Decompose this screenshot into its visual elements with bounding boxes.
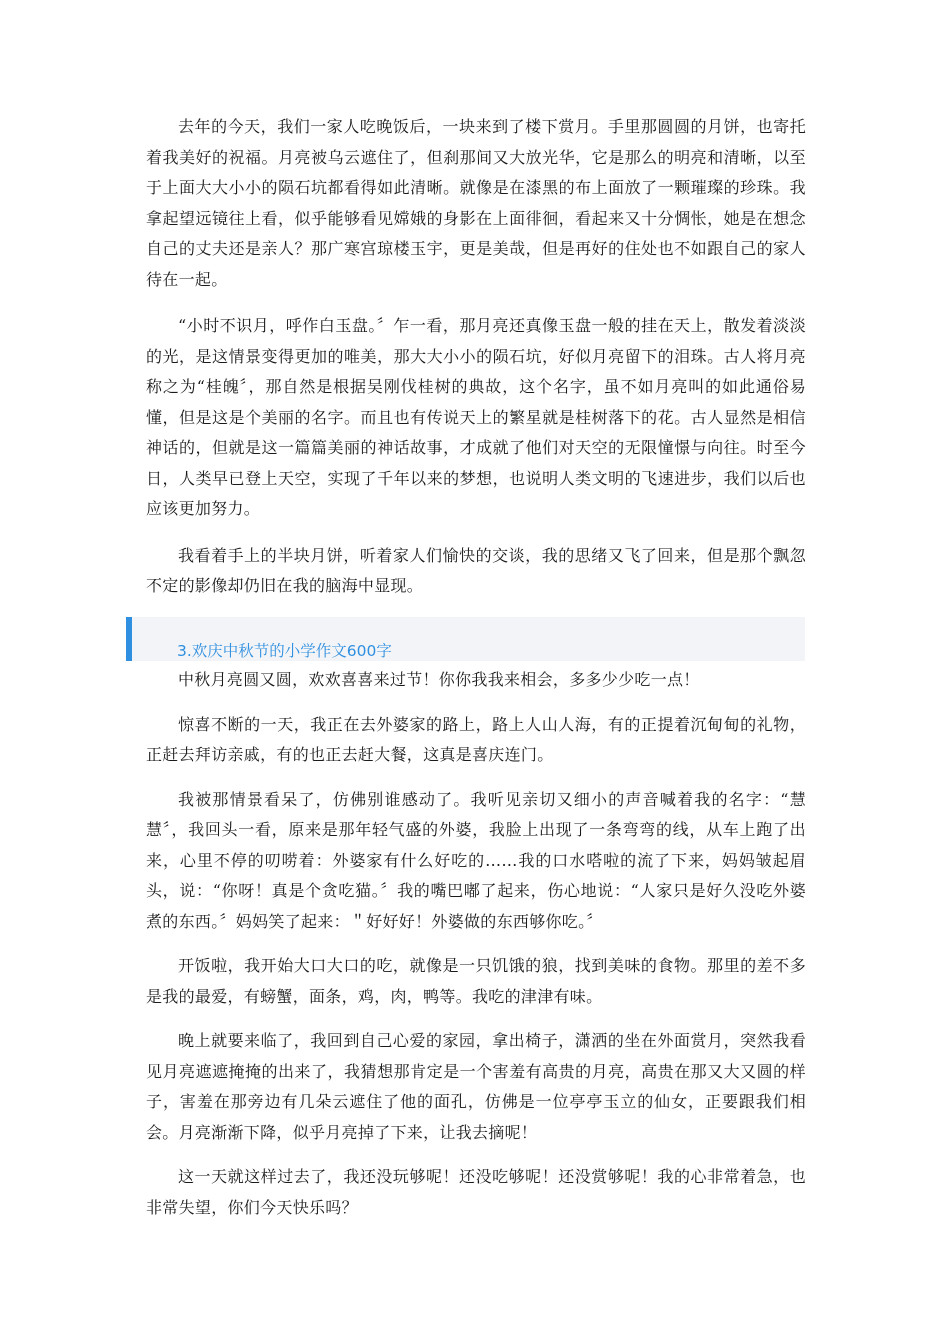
- paragraph: 惊喜不断的一天，我正在去外婆家的路上，路上人山人海，有的正提着沉甸甸的礼物，正赶去拜访亲戚，有的也正去赶大餐，这真是喜庆连门。: [146, 714, 806, 764]
- section1-body: [146, 112, 806, 602]
- paragraph: 我被那情景看呆了，仿佛别谁感动了。我听见亲切又细小的声音喊着我的名字：“慧慧〞，我回头一看，原来是那年轻气盛的外婆，我脸上出现了一条弯弯的线，从车上跑了出来，心里不停的叨唠着：外婆家有什么好吃的……我的口水嗒啦的流了下来，妈妈皱起眉头，说：“你呀！真是个贪吃猫。〞我的嘴巴嘟了起来，伤心地说：“人家只是好久没吃外婆煮的东西。〞妈妈笑了起来：＂好好好！外婆做的东西够你吃。〞: [146, 789, 806, 931]
- paragraph: 晚上就要来临了，我回到自己心爱的家园，拿出椅子，潇洒的坐在外面赏月，突然我看见月亮遮遮掩掩的出来了，我猜想那肯定是一个害羞有高贵的月亮，高贵在那又大又圆的样子，害羞在那旁边有几朵云遮住了他的面孔，仿佛是一位亭亭玉立的仙女，正要跟我们相会。月亮渐渐下降，似乎月亮掉了下来，让我去摘呢！: [146, 1031, 806, 1142]
- paragraph: 这一天就这样过去了，我还没玩够呢！还没吃够呢！还没赏够呢！我的心非常着急，也非常失望，你们今天快乐吗？: [146, 1167, 806, 1217]
- section2-body: [146, 665, 806, 1223]
- paragraph: 开饭啦，我开始大口大口的吃，就像是一只饥饿的狼，找到美味的食物。那里的差不多是我的最爱，有螃蟹，面条，鸡，肉，鸭等。我吃的津津有味。: [146, 956, 806, 1006]
- section-heading-block: [126, 617, 805, 661]
- section-accent-bar: [126, 617, 132, 661]
- paragraph: “小时不识月，呼作白玉盘。〞乍一看，那月亮还真像玉盘一般的挂在天上，散发着淡淡的光，是这情景变得更加的唯美，那大大小小的陨石坑，好似月亮留下的泪珠。古人将月亮称之为“桂魄〞，那自然是根据吴刚伐桂树的典故，这个名字，虽不如月亮叫的如此通俗易懂，但是这是个美丽的名字。而且也有传说天上的繁星就是桂树落下的花。古人显然是相信神话的，但就是这一篇篇美丽的神话故事，才成就了他们对天空的无限憧憬与向往。时至今日，人类早已登上天空，实现了千年以来的梦想，也说明人类文明的飞速进步，我们以后也应该更加努力。: [146, 316, 806, 518]
- paragraph: 去年的今天，我们一家人吃晚饭后，一块来到了楼下赏月。手里那圆圆的月饼，也寄托着我美好的祝福。月亮被乌云遮住了，但刹那间又大放光华，它是那么的明亮和清晰，以至于上面大大小小的陨石坑都看得如此清晰。就像是在漆黑的布上面放了一颗璀璨的珍珠。我拿起望远镜往上看，似乎能够看见嫦娥的身影在上面徘徊，看起来又十分惆怅，她是在想念自己的丈夫还是亲人？那广寒宫琼楼玉宇，更是美哉，但是再好的住处也不如跟自己的家人待在一起。: [146, 117, 806, 289]
- section-title: 3.欢庆中秋节的小学作文600字: [177, 642, 392, 660]
- paragraph: 中秋月亮圆又圆，欢欢喜喜来过节！你你我我来相会，多多少少吃一点！: [178, 670, 700, 689]
- paragraph: 我看着手上的半块月饼，听着家人们愉快的交谈，我的思绪又飞了回来，但是那个飘忽不定的影像却仍旧在我的脑海中显现。: [146, 545, 806, 595]
